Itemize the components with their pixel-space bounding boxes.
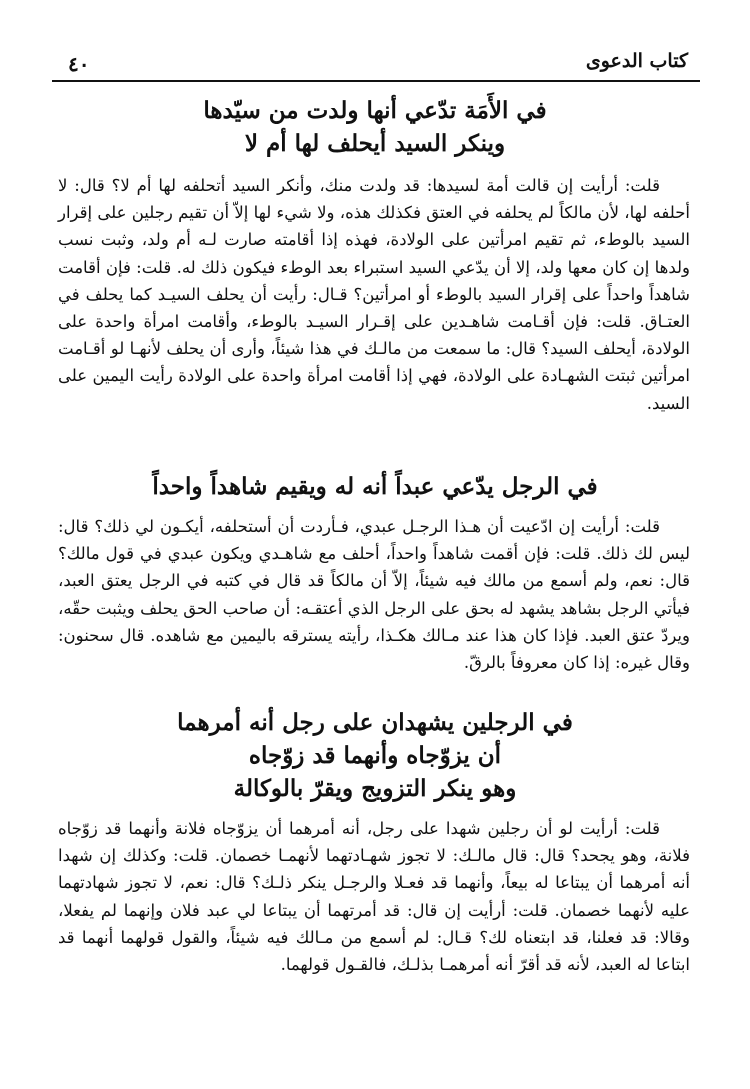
heading-line: في الرجل يدّعي عبداً أنه له ويقيم شاهداً واحداً (152, 473, 598, 500)
paragraph: قلت: أرأيت إن ادّعيت أن هـذا الرجـل عبدي، فـأردت أن أستحلفه، أيكـون لي ذلك؟ قال: ليس لك ذلك. قلت: فإن أقمت شاهداً واحداً، أحلف مع شاهـدي ويكون عبدي في قول مالك؟ قال: نعم، ولم أسمع من مالك فيه شيئاً، إلاّ أن مالكاً قد قال في كتبه في الرجل يعتق العبد، فيأتي الرجل بشاهد يشهد له بحق على الرجل الذي أعتقـه: أن صاحب الحق يحلف ويثبت حقّه، ويردّ عتق العبد. فإذا كان هذا عند مـالك هكـذا، رأيته يسترقه باليمين مع شاهده. قال سحنون: وقال غيره: إذا كان معروفاً بالرقّ. (58, 517, 690, 673)
section-heading (60, 470, 690, 503)
page-number: ٤٠ (68, 52, 90, 76)
heading-line: وهو ينكر التزويج ويقرّ بالوكالة (233, 775, 517, 802)
section-heading (60, 94, 690, 160)
paragraph: قلت: أرأيت لو أن رجلين شهدا على رجل، أنه أمرهما أن يزوّجاه فلانة وأنهما قد زوّجاه فلانة، وهو يجحد؟ قال: قال مالـك: لا تجوز شهـادتهما لأنهمـا خصمان. قلت: وكذلك إن شهدا أنه أمرهما أن يبتاعا له بيعاً، وأنهما قد فعـلا والرجـل ينكر ذلـك؟ قال: نعم، لا تجوز شهادتهما عليه لأنهما خصمان. قلت: أرأيت إن قال: قد أمرتهما أن يبتاعا لي عبد فلان وإنهما لم يفعلا، وقالا: قد فعلنا، قد ابتعناه لك؟ قـال: لم أسمع من مـالك فيه شيئاً، والقول قولهما أنهما قد ابتاعا له العبد، لأنه قد أقرّ أنه أمرهمـا بذلـك، فالقـول قولهما. (58, 819, 690, 975)
heading-line: في الأَمَة تدّعي أنها ولدت من سيّدها (203, 97, 547, 124)
section-body (58, 815, 690, 978)
book-title: كتاب الدعوى (585, 50, 688, 72)
heading-line: في الرجلين يشهدان على رجل أنه أمرهما (177, 709, 573, 736)
section-heading (60, 706, 690, 805)
heading-line: وينكر السيد أيحلف لها أم لا (244, 130, 506, 157)
heading-line: أن يزوّجاه وأنهما قد زوّجاه (248, 742, 502, 769)
page-header (52, 44, 700, 82)
section-body (58, 172, 690, 417)
paragraph: قلت: أرأيت إن قالت أمة لسيدها: قد ولدت منك، وأنكر السيد أتحلفه لها أم لا؟ قال: لا أحلفه لها، لأن مالكاً لم يحلفه في العتق فكذلك هذه، ولا شيء لها إلاّ أن تقيم رجلين على إقرار السيد بالوطء، ثم تقيم امرأتين على الولادة، فهذه إذا أقامته صارت لـه أم ولد، وثبت نسب ولدها إن كان معها ولد، إلا أن يدّعي السيد استبراء بعد الوطء فيكون ذلك له. قلت: فإن أقامت شاهداً واحداً على إقرار السيد بالوطء أو امرأتين؟ قـال: رأيت أن يحلف السيـد كما يحلف في العتـاق. قلت: فإن أقـامت شاهـدين على إقـرار السيـد بالوطء، وأقامت امرأة واحدة على الولادة، أيحلف السيد؟ قال: ما سمعت من مالـك في هذا شيئاً، وأرى أن يحلف لأنهـا لو أقـامت امرأتين ثبتت الشهـادة على الولادة، فهي إذا أقامت امرأة واحدة على الولادة رأيت اليمين على السيد. (58, 176, 690, 413)
section-body (58, 513, 690, 676)
